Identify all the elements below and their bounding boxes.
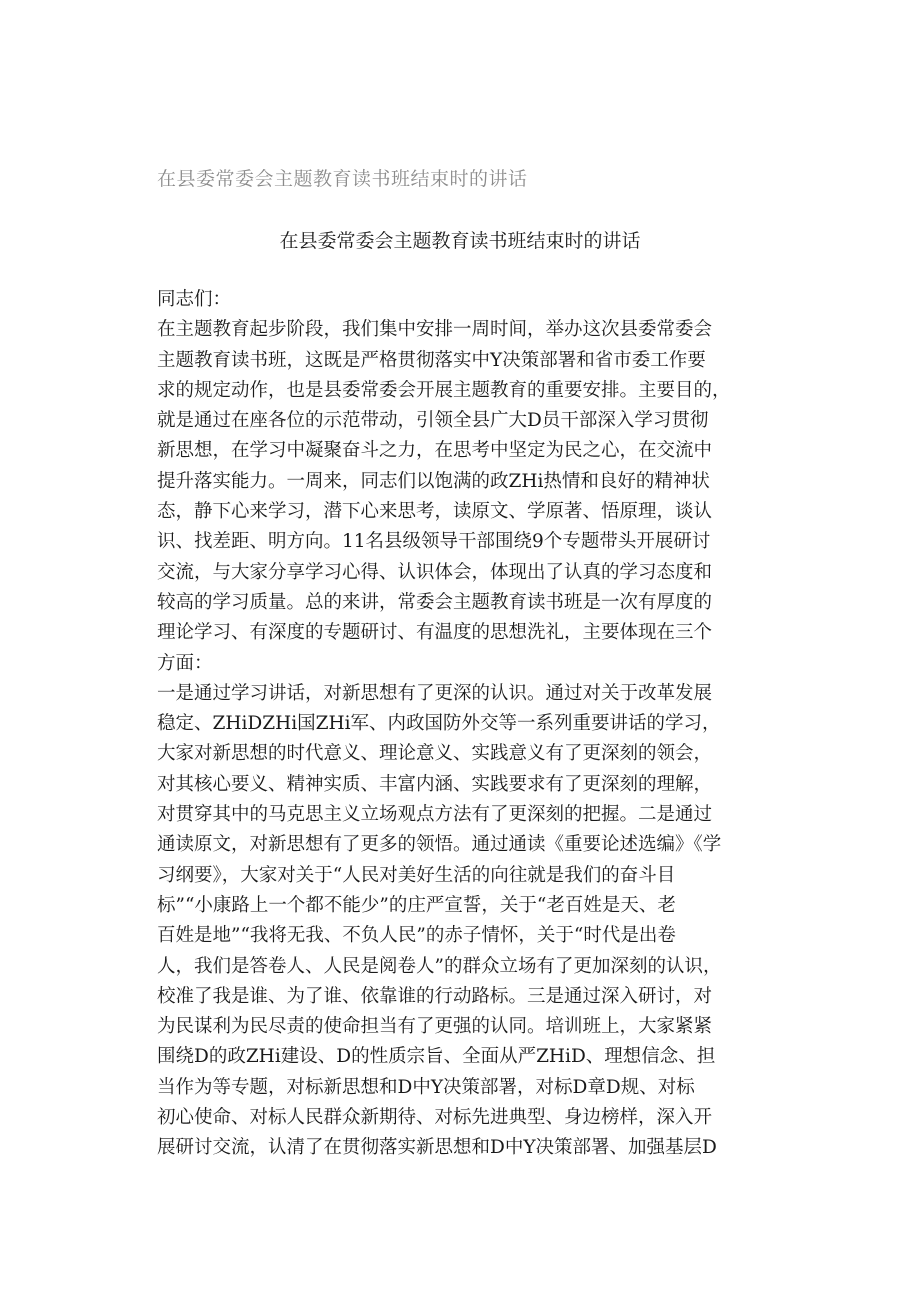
paragraph-line: 交流，与大家分享学习心得、认识体会，体现出了认真的学习态度和	[157, 561, 713, 583]
document-title: 在县委常委会主题教育读书班结束时的讲话	[279, 230, 641, 252]
paragraph-line: 稳定、ZHiDZHi国ZHi军、内政国防外交等一系列重要讲话的学习，	[157, 713, 721, 735]
paragraph-line: 新思想，在学习中凝聚奋斗之力，在思考中坚定为民之心，在交流中	[157, 440, 713, 462]
paragraph-line: 理论学习、有深度的专题研讨、有温度的思想洗礼，主要体现在三个	[157, 622, 713, 644]
paragraph-line: 对贯穿其中的马克思主义立场观点方法有了更深刻的把握。二是通过	[157, 804, 713, 826]
header-title: 在县委常委会主题教育读书班结束时的讲话	[157, 168, 528, 190]
paragraph-line: 态，静下心来学习，潜下心来思考，读原文、学原著、悟原理，谈认	[157, 501, 713, 523]
document-body	[157, 285, 777, 1164]
paragraph-line: 提升落实能力。一周来，同志们以饱满的政ZHi热情和良好的精神状	[157, 470, 710, 492]
paragraph-line: 对其核心要义、精神实质、丰富内涵、实践要求有了更深刻的理解，	[157, 773, 713, 795]
paragraph-line: 为民谋利为民尽责的使命担当有了更强的认同。培训班上，大家紧紧	[157, 1016, 713, 1038]
paragraph-line: 就是通过在座各位的示范带动，引领全县广大D员干部深入学习贯彻	[157, 410, 709, 432]
paragraph-line: 主题教育读书班，这既是严格贯彻落实中Y决策部署和省市委工作要	[157, 349, 706, 371]
paragraph-line: 初心使命、对标人民群众新期待、对标先进典型、身边榜样，深入开	[157, 1107, 713, 1129]
paragraph-line: 校准了我是谁、为了谁、依靠谁的行动路标。三是通过深入研讨，对	[157, 985, 713, 1007]
paragraph-line: 通读原文，对新思想有了更多的领悟。通过通读《重要论述选编》《学	[157, 834, 722, 856]
paragraph-line: 标”“小康路上一个都不能少”的庄严宣誓，关于“老百姓是天、老	[157, 894, 676, 916]
paragraph-line: 人，我们是答卷人、人民是阅卷人”的群众立场有了更加深刻的认识，	[157, 955, 722, 977]
paragraph-line: 较高的学习质量。总的来讲，常委会主题教育读书班是一次有厚度的	[157, 591, 713, 613]
paragraph-line: 识、找差距、明方向。11名县级领导干部围绕9个专题带头开展研讨	[157, 531, 711, 553]
paragraph-line: 同志们：	[157, 289, 232, 310]
paragraph-line: 展研讨交流，认清了在贯彻落实新思想和D中Y决策部署、加强基层D	[157, 1137, 717, 1159]
paragraph-line: 一是通过学习讲话，对新思想有了更深的认识。通过对关于改革发展	[157, 682, 713, 704]
paragraph-line: 当作为等专题，对标新思想和D中Y决策部署，对标D章D规、对标	[157, 1076, 695, 1098]
paragraph-line: 方面：	[157, 652, 213, 674]
paragraph-line: 围绕D的政ZHi建设、D的性质宗旨、全面从严ZHiD、理想信念、担	[157, 1046, 716, 1068]
paragraph-line: 求的规定动作，也是县委常委会开展主题教育的重要安排。主要目的，	[157, 379, 731, 401]
paragraph-line: 大家对新思想的时代意义、理论意义、实践意义有了更深刻的领会，	[157, 743, 713, 765]
paragraph-line: 百姓是地”“我将无我、不负人民”的赤子情怀，关于“时代是出卷	[157, 925, 676, 947]
paragraph-line: 在主题教育起步阶段，我们集中安排一周时间，举办这次县委常委会	[157, 319, 713, 341]
paragraph-line: 习纲要》，大家对关于“人民对美好生活的向往就是我们的奋斗目	[157, 864, 676, 886]
